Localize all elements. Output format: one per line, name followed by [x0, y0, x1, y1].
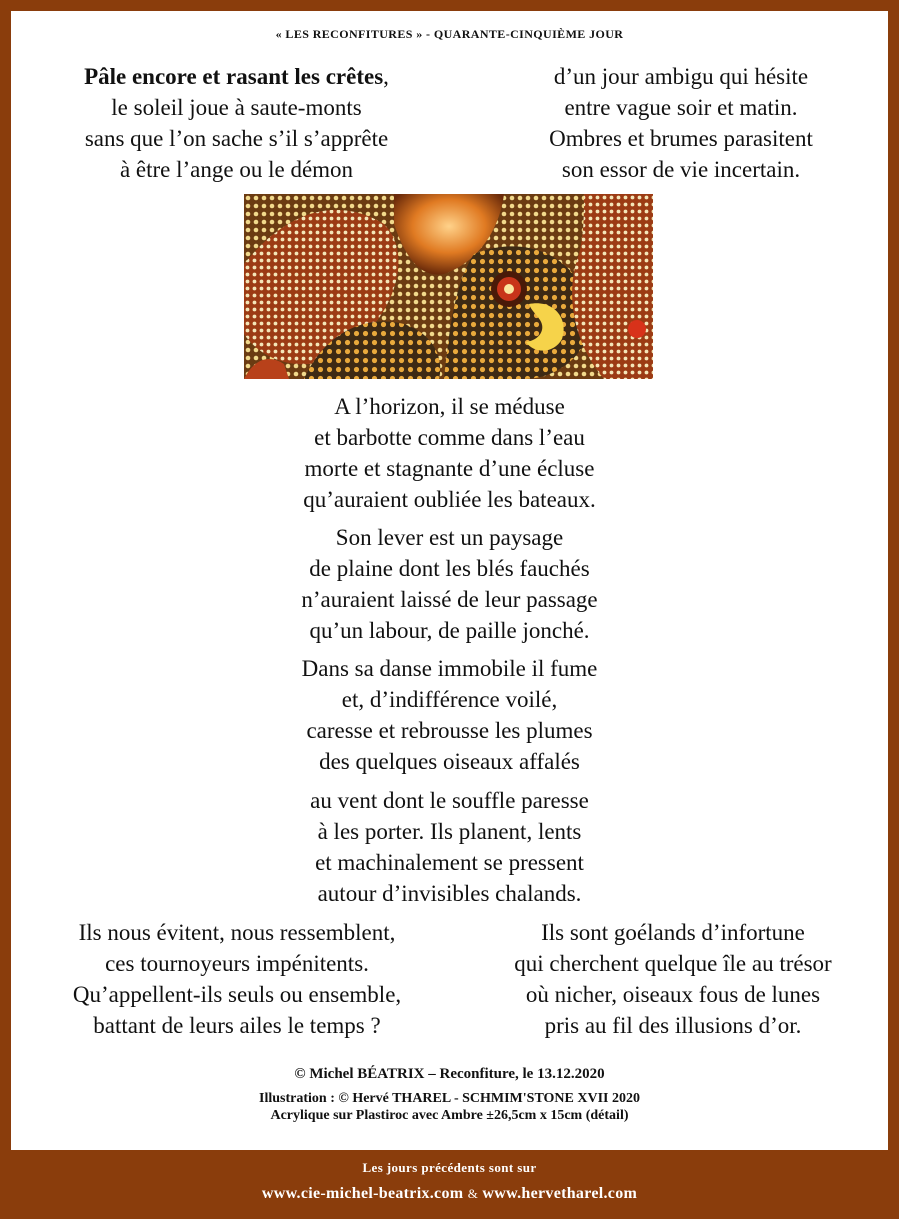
poem-page — [11, 11, 888, 1150]
stanza-line: à être l’ange ou le démon — [119, 157, 354, 182]
stanza-line: qu’auraient oubliée les bateaux. — [303, 487, 596, 512]
stanza-line: et machinalement se pressent — [315, 850, 584, 875]
stanza-line: de plaine dont les blés fauchés — [309, 556, 590, 581]
stanza-line: n’auraient laissé de leur passage — [301, 587, 598, 612]
site-link-herve-tharel[interactable]: www.hervetharel.com — [482, 1185, 638, 1202]
medium-credit: Acrylique sur Plastiroc avec Ambre ±26,5cm x 15cm (détail) — [270, 1108, 629, 1123]
copyright-line: © Michel BÉATRIX – Reconfiture, le 13.12.2020 — [294, 1066, 605, 1082]
stanza-line: et, d’indifférence voilé, — [341, 687, 558, 712]
stanza-line: Qu’appellent-ils seuls ou ensemble, — [72, 982, 402, 1007]
stanza-line: ces tournoyeurs impénitents. — [105, 951, 369, 976]
stanza-line: le soleil joue à saute-monts — [111, 95, 362, 120]
illustration-image — [244, 194, 653, 379]
stanza-line: caresse et rebrousse les plumes — [306, 718, 593, 743]
stanza-line: son essor de vie incertain. — [561, 157, 801, 182]
stanza-line: Dans sa danse immobile il fume — [301, 656, 598, 681]
stanza-bold-opening: Pâle encore et rasant les crêtes — [84, 64, 384, 89]
stanza-5 — [11, 653, 888, 777]
stanza-7 — [11, 917, 463, 1041]
stanza-line: qui cherchent quelque île au trésor — [514, 951, 832, 976]
stanza-2 — [451, 61, 899, 185]
stanza-line: sans que l’on sache s’il s’apprête — [84, 126, 389, 151]
stanza-line: au vent dont le souffle paresse — [310, 788, 589, 813]
stanza-line: Ils nous évitent, nous ressemblent, — [78, 920, 396, 945]
footer-links — [0, 1185, 899, 1203]
stanza-6 — [11, 785, 888, 909]
stanza-line: d’un jour ambigu qui hésite — [553, 64, 809, 89]
footer — [0, 1150, 899, 1219]
stanza-line: Pâle encore et rasant les crêtes, — [84, 64, 389, 89]
page-header: « LES RECONFITURES » - QUARANTE-CINQUIÈME JOUR — [275, 27, 624, 41]
stanza-line: pris au fil des illusions d’or. — [544, 1013, 802, 1038]
stanza-1 — [11, 61, 462, 185]
stanza-line: qu’un labour, de paille jonché. — [309, 618, 590, 643]
stanza-line: Ombres et brumes parasitent — [549, 126, 813, 151]
stanza-line: et barbotte comme dans l’eau — [314, 425, 585, 450]
illustration-credit: Illustration : © Hervé THAREL - SCHMIM'STONE XVII 2020 — [259, 1091, 640, 1106]
stanza-line: A l’horizon, il se méduse — [334, 394, 565, 419]
stanza-line: où nicher, oiseaux fous de lunes — [525, 982, 821, 1007]
stanza-line: morte et stagnante d’une écluse — [304, 456, 595, 481]
footer-note: Les jours précédents sont sur — [362, 1160, 537, 1175]
site-link-michel-beatrix[interactable]: www.cie-michel-beatrix.com — [261, 1185, 464, 1202]
stanza-line: entre vague soir et matin. — [564, 95, 798, 120]
abstract-dotted-painting-icon — [244, 194, 653, 379]
stanza-line: autour d’invisibles chalands. — [317, 881, 582, 906]
stanza-4 — [11, 522, 888, 646]
stanza-3 — [11, 391, 888, 515]
stanza-line: à les porter. Ils planent, lents — [317, 819, 582, 844]
stanza-line: battant de leurs ailes le temps ? — [93, 1013, 381, 1038]
stanza-line: des quelques oiseaux affalés — [319, 749, 580, 774]
stanza-line: Son lever est un paysage — [335, 525, 564, 550]
footer-separator: & — [467, 1186, 479, 1201]
stanza-line: Ils sont goélands d’infortune — [541, 920, 805, 945]
stanza-8 — [443, 917, 899, 1041]
credits-block — [11, 1066, 888, 1124]
